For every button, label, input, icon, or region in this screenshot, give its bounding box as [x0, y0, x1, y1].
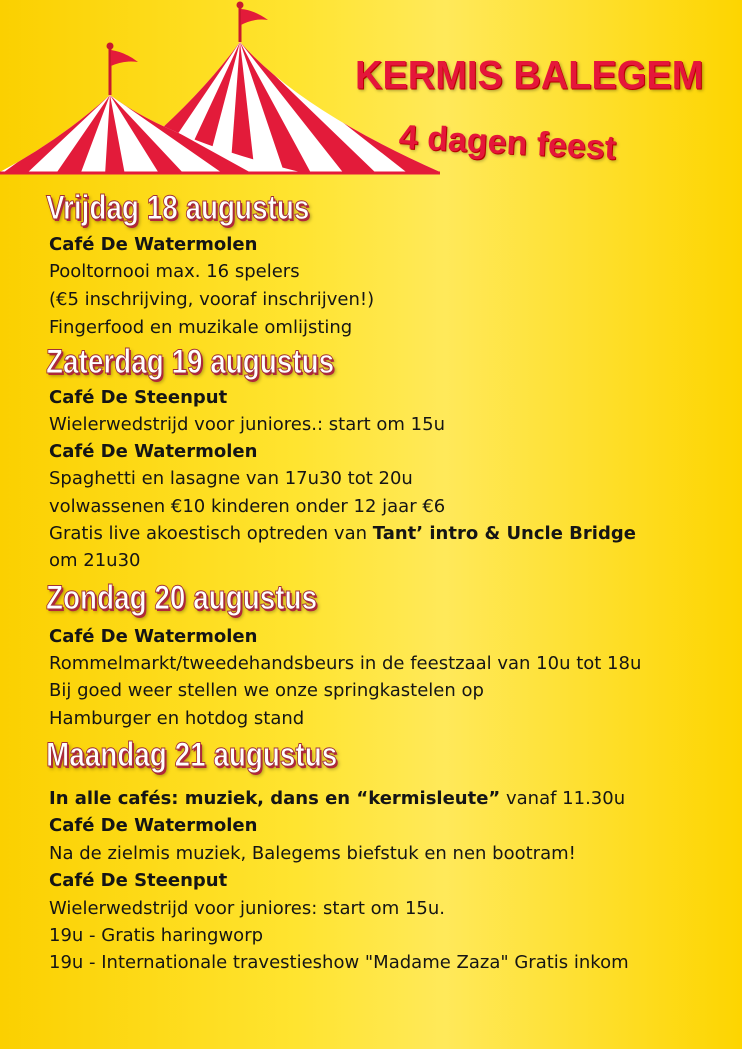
venue-line: Café De Steenput	[49, 870, 228, 891]
event-line: Hamburger en hotdog stand	[49, 708, 305, 729]
event-line: om 21u30	[49, 550, 141, 571]
day-title-sunday: Zondag 20 augustus	[46, 579, 318, 617]
day-title-monday: Maandag 21 augustus	[46, 736, 338, 774]
venue-line: Café De Watermolen	[49, 626, 258, 647]
venue-line: Café De Watermolen	[49, 441, 258, 462]
event-line: Rommelmarkt/tweedehandsbeurs in de feestzaal van 10u tot 18u	[49, 653, 642, 674]
event-line: Wielerwedstrijd voor juniores: start om 15u.	[49, 898, 445, 919]
event-line: Spaghetti en lasagne van 17u30 tot 20u	[49, 468, 413, 489]
event-line: 19u - Internationale travestieshow "Madame Zaza" Gratis inkom	[49, 952, 629, 973]
band-name: Tant’ intro & Uncle Bridge	[372, 523, 636, 544]
event-line: Bij goed weer stellen we onze springkastelen op	[49, 680, 484, 701]
event-line: Na de zielmis muziek, Balegems biefstuk en nen bootram!	[49, 843, 576, 864]
page-subtitle: 4 dagen feest	[398, 118, 618, 168]
day-title-friday: Vrijdag 18 augustus	[46, 189, 310, 227]
event-line: Fingerfood en muzikale omlijsting	[49, 317, 353, 338]
page-title: KERMIS BALEGEM	[355, 54, 704, 99]
event-line	[49, 788, 625, 810]
venue-line: Café De Steenput	[49, 387, 228, 408]
event-line: 19u - Gratis haringworp	[49, 925, 264, 946]
event-line: volwassenen €10 kinderen onder 12 jaar €6	[49, 496, 446, 517]
venue-line: Café De Watermolen	[49, 815, 258, 836]
day-title-saturday: Zaterdag 19 augustus	[46, 343, 335, 381]
event-line-bold: In alle cafés: muziek, dans en “kermisleute”	[49, 788, 501, 809]
event-line: Pooltornooi max. 16 spelers	[49, 261, 300, 282]
venue-line: Café De Watermolen	[49, 234, 258, 255]
event-line: Wielerwedstrijd voor juniores.: start om 15u	[49, 414, 445, 435]
event-line: (€5 inschrijving, vooraf inschrijven!)	[49, 289, 375, 310]
event-line	[49, 523, 636, 545]
event-line-text: vanaf 11.30u	[500, 788, 626, 809]
event-line-text: Gratis live akoestisch optreden van	[49, 523, 373, 544]
